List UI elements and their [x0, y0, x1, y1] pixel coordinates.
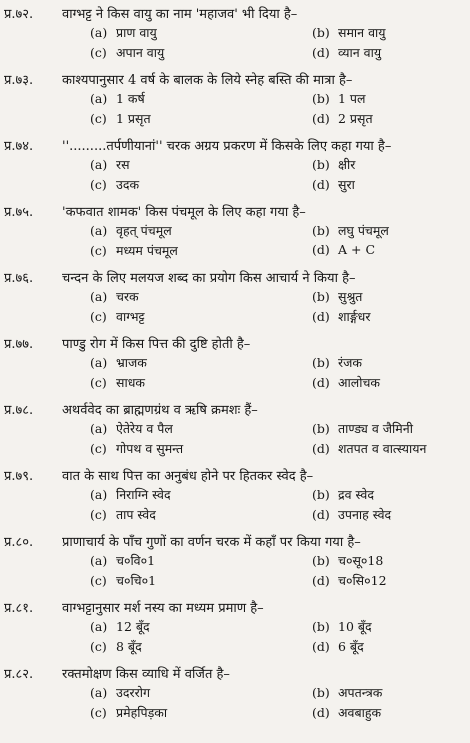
option-text: च०सि०12	[338, 573, 387, 588]
question-block	[0, 598, 470, 658]
option-label: (b)	[312, 685, 330, 700]
option-label: (d)	[312, 45, 330, 60]
option-text: अपान वायु	[116, 45, 165, 60]
option-label: (a)	[90, 223, 108, 238]
option-text: च०वि०1	[116, 553, 156, 568]
option-label: (a)	[90, 355, 108, 370]
option-text: प्राण वायु	[116, 25, 157, 40]
option-b	[312, 618, 372, 635]
option-text: शार्ङ्गधर	[338, 309, 371, 324]
option-text: प्रमेहपिड़का	[116, 705, 168, 720]
option-text: मध्यम पंचमूल	[116, 243, 178, 258]
question-text: चन्दन के लिए मलयज शब्द का प्रयोग किस आचार्य ने किया है–	[62, 271, 356, 286]
option-a	[90, 354, 147, 371]
option-text: च०सू०18	[338, 553, 384, 568]
option-text: 1 कर्ष	[116, 91, 145, 106]
option-c	[90, 374, 145, 391]
option-b	[312, 90, 366, 107]
option-label: (c)	[90, 309, 107, 324]
option-c	[90, 638, 142, 655]
question-number: प्र.८२.	[4, 667, 34, 682]
option-a	[90, 90, 145, 107]
option-a	[90, 684, 150, 701]
option-text: भ्राजक	[116, 355, 147, 370]
question-block	[0, 466, 470, 526]
option-text: सुरा	[338, 177, 355, 192]
question-number: प्र.८०.	[4, 535, 34, 550]
option-label: (a)	[90, 25, 108, 40]
option-label: (c)	[90, 705, 107, 720]
option-d	[312, 110, 373, 127]
option-c	[90, 110, 151, 127]
option-label: (b)	[312, 487, 330, 502]
option-text: A + C	[338, 242, 376, 257]
option-label: (b)	[312, 157, 330, 172]
option-c	[90, 440, 183, 457]
option-c	[90, 44, 164, 61]
question-text: 'कफवात शामक' किस पंचमूल के लिए कहा गया है–	[62, 205, 306, 220]
question-block	[0, 70, 470, 130]
option-d	[312, 374, 380, 391]
option-text: साधक	[116, 375, 145, 390]
option-label: (d)	[312, 441, 330, 456]
option-label: (b)	[312, 619, 330, 634]
option-text: समान वायु	[338, 25, 386, 40]
question-block	[0, 334, 470, 394]
option-text: निराग्नि स्वेद	[116, 487, 171, 502]
option-c	[90, 242, 178, 259]
option-label: (c)	[90, 507, 107, 522]
question-text: पाण्डु रोग में किस पित्त की दुष्टि होती है–	[62, 337, 251, 352]
question-text: अथर्ववेद का ब्राह्मणग्रंथ व ऋषि क्रमशः हैं–	[62, 403, 258, 418]
option-c	[90, 506, 156, 523]
option-label: (c)	[90, 441, 107, 456]
option-text: गोपथ व सुमन्त	[116, 441, 184, 456]
option-text: 8 बूँद	[116, 639, 142, 654]
option-text: क्षीर	[338, 157, 356, 172]
option-d	[312, 308, 370, 325]
option-d	[312, 572, 387, 589]
option-text: व्यान वायु	[338, 45, 382, 60]
option-text: ऐतेरेय व पैल	[116, 421, 173, 436]
option-text: 6 बूँद	[338, 639, 364, 654]
question-number: प्र.७५.	[4, 205, 34, 220]
option-text: च०चि०1	[116, 573, 157, 588]
option-label: (a)	[90, 91, 108, 106]
option-a	[90, 552, 155, 569]
question-text: काश्यपानुसार 4 वर्ष के बालक के लिये स्नेह बस्ति की मात्रा है–	[62, 73, 353, 88]
option-c	[90, 176, 139, 193]
option-b	[312, 156, 355, 173]
question-block	[0, 268, 470, 328]
option-b	[312, 684, 382, 701]
question-number: प्र.७९.	[4, 469, 34, 484]
option-label: (b)	[312, 91, 330, 106]
option-text: द्रव स्वेद	[338, 487, 375, 502]
option-text: 1 पल	[338, 91, 366, 106]
option-a	[90, 24, 157, 41]
option-label: (d)	[312, 573, 330, 588]
question-text: वाग्भट्ट ने किस वायु का नाम 'महाजव' भी दिया है–	[62, 7, 298, 22]
option-text: रंजक	[338, 355, 362, 370]
option-label: (c)	[90, 375, 107, 390]
option-text: अपतन्त्रक	[338, 685, 383, 700]
question-block	[0, 400, 470, 460]
option-d	[312, 704, 381, 721]
option-label: (d)	[312, 507, 330, 522]
option-label: (d)	[312, 375, 330, 390]
option-text: 10 बूँद	[338, 619, 372, 634]
option-c	[90, 572, 156, 589]
option-label: (d)	[312, 242, 330, 257]
option-a	[90, 618, 150, 635]
option-label: (d)	[312, 309, 330, 324]
question-number: प्र.७४.	[4, 139, 34, 154]
option-label: (a)	[90, 487, 108, 502]
option-text: रस	[116, 157, 130, 172]
option-b	[312, 354, 362, 371]
option-text: उदररोग	[116, 685, 150, 700]
question-block	[0, 136, 470, 196]
option-text: शतपत व वात्स्यायन	[338, 441, 427, 456]
option-text: ताण्ड्य व जैमिनी	[338, 421, 413, 436]
option-label: (a)	[90, 421, 108, 436]
question-number: प्र.७३.	[4, 73, 34, 88]
option-d	[312, 44, 381, 61]
question-text: ''.........तर्पणीयानां'' चरक अग्रय प्रकरण में किसके लिए कहा गया है–	[62, 139, 392, 154]
option-label: (b)	[312, 25, 330, 40]
question-block	[0, 664, 470, 724]
option-b	[312, 24, 386, 41]
option-a	[90, 420, 173, 437]
option-text: आलोचक	[338, 375, 381, 390]
option-label: (c)	[90, 177, 107, 192]
option-b	[312, 552, 383, 569]
question-number: प्र.७६.	[4, 271, 34, 286]
option-label: (b)	[312, 289, 330, 304]
option-text: उदक	[116, 177, 140, 192]
question-block	[0, 532, 470, 592]
option-a	[90, 222, 172, 239]
option-c	[90, 308, 145, 325]
question-text: प्राणाचार्य के पाँच गुणों का वर्णन चरक में कहाँ पर किया गया है–	[62, 535, 361, 550]
question-block	[0, 4, 470, 64]
option-d	[312, 638, 364, 655]
option-label: (a)	[90, 619, 108, 634]
option-label: (a)	[90, 289, 108, 304]
option-text: 1 प्रसृत	[116, 111, 151, 126]
option-label: (a)	[90, 685, 108, 700]
option-text: लघु पंचमूल	[338, 223, 389, 238]
option-text: वृहत् पंचमूल	[116, 223, 172, 238]
question-text: रक्तमोक्षण किस व्याधि में वर्जित है–	[62, 667, 230, 682]
option-text: सुश्रुत	[338, 289, 363, 304]
option-text: ताप स्वेद	[116, 507, 156, 522]
option-c	[90, 704, 167, 721]
question-block	[0, 202, 470, 262]
option-label: (c)	[90, 45, 107, 60]
question-text: वाग्भट्टानुसार मर्श नस्य का मध्यम प्रमाण है–	[62, 601, 264, 616]
option-d	[312, 176, 355, 193]
option-label: (c)	[90, 573, 107, 588]
option-b	[312, 420, 413, 437]
option-text: उपनाह स्वेद	[338, 507, 392, 522]
question-number: प्र.७७.	[4, 337, 34, 352]
option-label: (b)	[312, 223, 330, 238]
option-text: 12 बूँद	[116, 619, 150, 634]
option-b	[312, 486, 374, 503]
option-d	[312, 506, 391, 523]
option-label: (c)	[90, 243, 107, 258]
question-number: प्र.७८.	[4, 403, 34, 418]
option-label: (c)	[90, 111, 107, 126]
option-label: (b)	[312, 421, 330, 436]
option-label: (d)	[312, 705, 330, 720]
option-text: अवबाहुक	[338, 705, 382, 720]
option-text: वाग्भट्ट	[116, 309, 145, 324]
option-d	[312, 440, 426, 457]
question-text: वात के साथ पित्त का अनुबंध होने पर हितकर स्वेद है–	[62, 469, 314, 484]
option-label: (b)	[312, 355, 330, 370]
question-number: प्र.७२.	[4, 7, 34, 22]
option-label: (d)	[312, 639, 330, 654]
option-d	[312, 242, 375, 257]
question-number: प्र.८१.	[4, 601, 34, 616]
option-label: (d)	[312, 111, 330, 126]
option-label: (d)	[312, 177, 330, 192]
option-a	[90, 486, 171, 503]
option-a	[90, 156, 130, 173]
option-text: चरक	[116, 289, 139, 304]
option-label: (c)	[90, 639, 107, 654]
option-a	[90, 288, 139, 305]
option-text: 2 प्रसृत	[338, 111, 373, 126]
option-b	[312, 288, 362, 305]
option-b	[312, 222, 389, 239]
option-label: (a)	[90, 553, 108, 568]
option-label: (b)	[312, 553, 330, 568]
option-label: (a)	[90, 157, 108, 172]
